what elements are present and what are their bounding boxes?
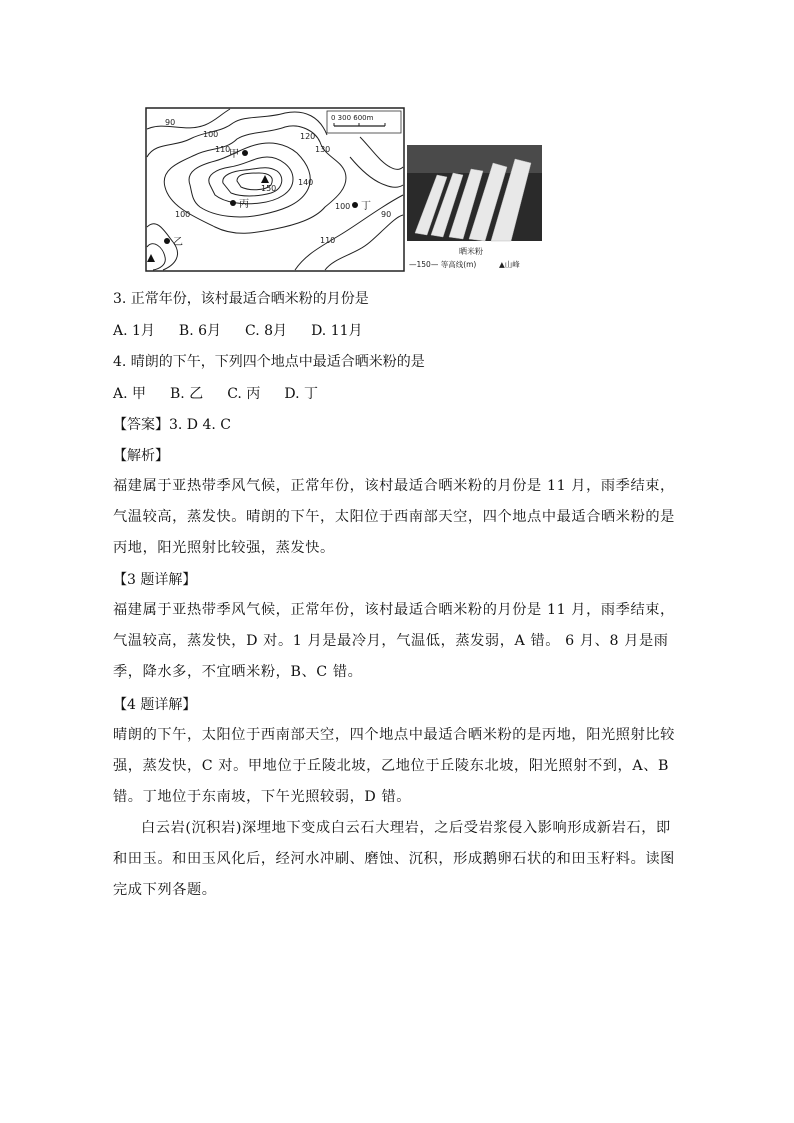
svg-text:90: 90 [165,118,176,127]
detail-4-heading: 【4 题详解】 [113,697,197,713]
svg-text:晒米粉: 晒米粉 [459,247,483,256]
place-bing-label: 丙 [239,199,249,210]
place-yi-label: 乙 [173,237,183,248]
place-jia-label: 甲 [229,149,239,160]
scale-bar [327,111,401,133]
option-d: D. 11月 [311,323,363,339]
svg-text:0 300 600m: 0 300 600m [331,114,374,122]
svg-text:▲山峰: ▲山峰 [499,260,520,269]
place-jia-dot [242,150,248,156]
rice-noodle-photo [407,145,542,270]
svg-text:110: 110 [320,236,336,245]
next-question-intro: 白云岩(沉积岩)深埋地下变成白云石大理岩，之后受岩浆侵入影响形成新岩石，即和田玉。和田玉风化后，经河水冲刷、磨蚀、沉积，形成鹅卵石状的和田玉籽料。读图完成下列各题。 [113,820,675,898]
place-yi-dot [164,238,170,244]
option-a: A. 甲 [113,386,147,402]
option-a: A. 1月 [113,323,155,339]
question-4-stem: 4. 晴朗的下午，下列四个地点中最适合晒米粉的是 [113,354,425,370]
contour-map [145,107,405,272]
svg-text:150: 150 [261,184,277,193]
svg-text:110: 110 [215,145,231,154]
question-3-stem: 3. 正常年份，该村最适合晒米粉的月份是 [113,291,369,307]
option-c: C. 8月 [245,323,288,339]
place-bing-dot [230,200,236,206]
option-b: B. 乙 [170,386,204,402]
contour-figure [145,107,542,272]
svg-text:90: 90 [381,210,392,219]
place-ding-label: 丁 [361,201,371,212]
answer-line: 【答案】3. D 4. C [113,417,232,433]
place-ding-dot [352,202,358,208]
svg-text:140: 140 [298,178,314,187]
analysis-text: 福建属于亚热带季风气候，正常年份，该村最适合晒米粉的月份是 11 月，雨季结束，气温较高，蒸发快。晴朗的下午，太阳位于西南部天空，四个地点中最适合晒米粉的是丙地，阳光照射比较强，蒸发快。 [113,478,675,556]
svg-text:120: 120 [300,132,316,141]
svg-text:100: 100 [175,210,191,219]
svg-text:100: 100 [335,202,351,211]
option-d: D. 丁 [284,386,318,402]
analysis-heading: 【解析】 [113,448,169,464]
detail-3-text: 福建属于亚热带季风气候，正常年份，该村最适合晒米粉的月份是 11 月，雨季结束，气温较高，蒸发快，D 对。1 月是最冷月，气温低，蒸发弱，A 错。 6 月、8 月是雨季，降水多，不宜晒米粉，B、C 错。 [113,602,675,680]
question-4-options [113,384,342,404]
detail-4-text: 晴朗的下午，太阳位于西南部天空，四个地点中最适合晒米粉的是丙地，阳光照射比较强，蒸发快，C 对。甲地位于丘陵北坡，乙地位于丘陵东北坡，阳光照射不到，A、B 错。丁地位于东南坡，下午光照较弱，D 错。 [113,727,675,805]
detail-3-heading: 【3 题详解】 [113,572,197,588]
option-c: C. 丙 [227,386,261,402]
svg-text:100: 100 [203,130,219,139]
svg-text:130: 130 [315,145,331,154]
svg-text:—150— 等高线(m): —150— 等高线(m) [409,260,477,269]
option-b: B. 6月 [178,323,222,339]
question-3-options [113,321,387,341]
